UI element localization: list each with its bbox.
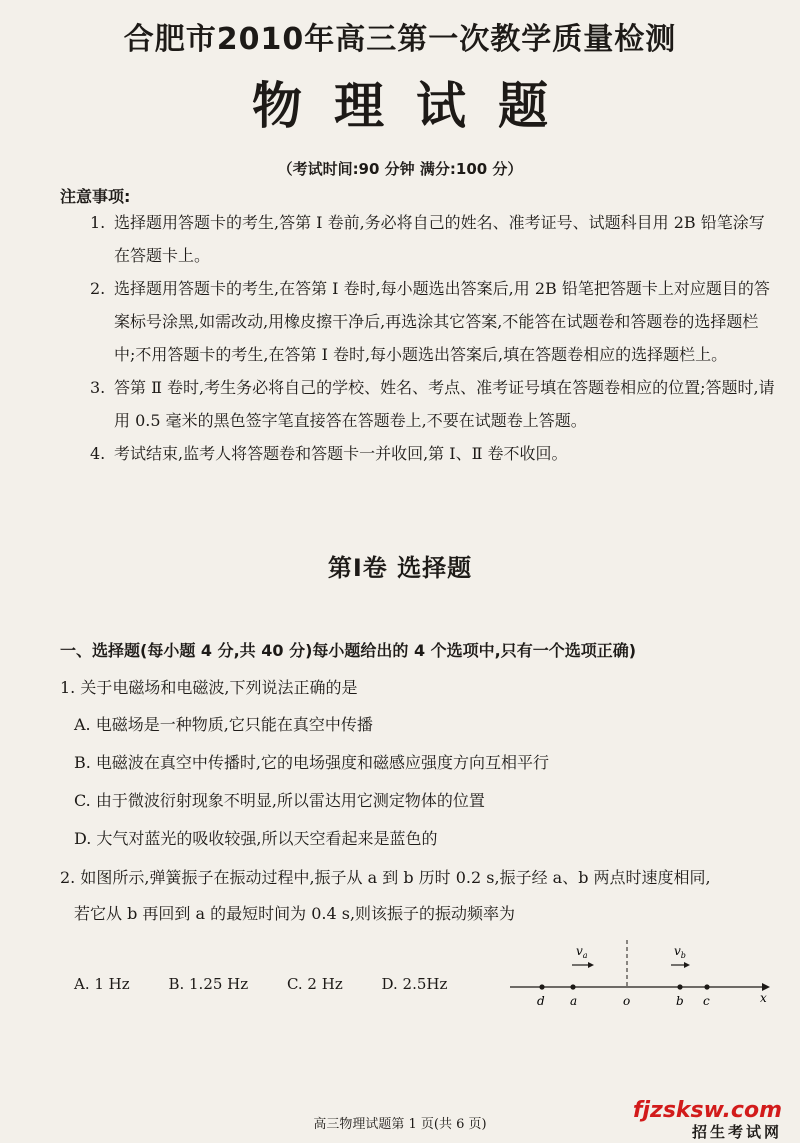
question-1-stem: 1. 关于电磁场和电磁波,下列说法正确的是 [60, 678, 358, 697]
note-number: 2. [90, 279, 106, 298]
q1-option-b: B. 电磁波在真空中传播时,它的电场强度和磁感应强度方向互相平行 [74, 753, 550, 772]
note-number: 1. [90, 213, 106, 232]
q1-option-c: C. 由于微波衍射现象不明显,所以雷达用它测定物体的位置 [74, 791, 485, 810]
q1-option-a: A. 电磁场是一种物质,它只能在真空中传播 [74, 715, 373, 734]
q2-option-c: C. 2 Hz [286, 975, 343, 993]
part-title: 第Ⅰ卷 选择题 [327, 554, 473, 582]
notes-heading: 注意事项: [60, 187, 131, 206]
subject-title: 物理试题 [252, 77, 580, 135]
point-label-d: d [537, 994, 545, 1008]
x-axis-label: x [760, 991, 767, 1005]
note-item [60, 206, 776, 272]
point-b [677, 984, 682, 989]
note-text: 选择题用答题卡的考生,答第 Ⅰ 卷前,务必将自己的姓名、准考证号、试题科目用 2B 铅笔涂写在答题卡上。 [114, 213, 765, 265]
note-text: 答第 Ⅱ 卷时,考生务必将自己的学校、姓名、考点、准考证号填在答题卷相应的位置;答题时,请用 0.5 毫米的黑色签字笔直接答在答题卷上,不要在试题卷上答题。 [114, 378, 775, 430]
velocity-a-subscript: a [582, 951, 588, 960]
watermark-site: fjzsksw.com [632, 1098, 782, 1123]
note-text: 选择题用答题卡的考生,在答第 Ⅰ 卷时,每小题选出答案后,用 2B 铅笔把答题卡上对应题目的答案标号涂黑,如需改动,用橡皮擦干净后,再选涂其它答案,不能答在试题卷和答题卷的选择题栏中;不用答题卡的考生,在答第 Ⅰ 卷时,每小题选出答案后,填在答题卷相应的选择题栏上。 [114, 279, 770, 364]
point-a [570, 984, 575, 989]
velocity-a-v: v [576, 944, 583, 958]
velocity-b-label [674, 944, 686, 960]
point-label-a: a [570, 994, 578, 1008]
q2-option-b: B. 1.25 Hz [168, 975, 249, 993]
velocity-b-arrowhead-icon [684, 962, 690, 968]
point-label-b: b [676, 994, 684, 1008]
q2-option-a: A. 1 Hz [74, 975, 130, 993]
point-label-c: c [703, 994, 710, 1008]
velocity-b-subscript: b [680, 951, 686, 960]
exam-title: 合肥市2010年高三第一次教学质量检测 [123, 22, 677, 57]
point-c [704, 984, 709, 989]
q2-option-d: D. 2.5Hz [381, 975, 448, 993]
watermark-subtitle: 招生考试网 [691, 1123, 782, 1141]
section-heading: 一、选择题(每小题 4 分,共 40 分)每小题给出的 4 个选项中,只有一个选项正确) [60, 641, 637, 660]
exam-info: （考试时间:90 分钟 满分:100 分） [277, 160, 523, 178]
note-text: 考试结束,监考人将答题卷和答题卡一并收回,第 Ⅰ、Ⅱ 卷不收回。 [114, 444, 568, 463]
x-axis-arrow-icon [762, 983, 770, 991]
note-number: 3. [90, 378, 106, 397]
question-2-stem-line-1: 2. 如图所示,弹簧振子在振动过程中,振子从 a 到 b 历时 0.2 s,振子经 a、b 两点时速度相同, [60, 868, 711, 887]
note-number: 4. [90, 444, 106, 463]
velocity-b-v: v [674, 944, 681, 958]
q2-options [74, 975, 481, 993]
watermark [633, 1098, 782, 1142]
question-2-stem-line-2: 若它从 b 再回到 a 的最短时间为 0.4 s,则该振子的振动频率为 [74, 904, 516, 923]
point-d [539, 984, 544, 989]
note-item [60, 437, 776, 470]
point-label-o: o [623, 994, 631, 1008]
page-footer: 高三物理试题第 1 页(共 6 页) [313, 1117, 487, 1132]
velocity-a-label [576, 944, 588, 960]
notes-list [60, 206, 776, 470]
velocity-a-arrowhead-icon [588, 962, 594, 968]
note-item [60, 272, 776, 371]
note-item [60, 371, 776, 437]
q1-option-d: D. 大气对蓝光的吸收较强,所以天空看起来是蓝色的 [74, 829, 438, 848]
spring-oscillator-figure [500, 935, 780, 1015]
